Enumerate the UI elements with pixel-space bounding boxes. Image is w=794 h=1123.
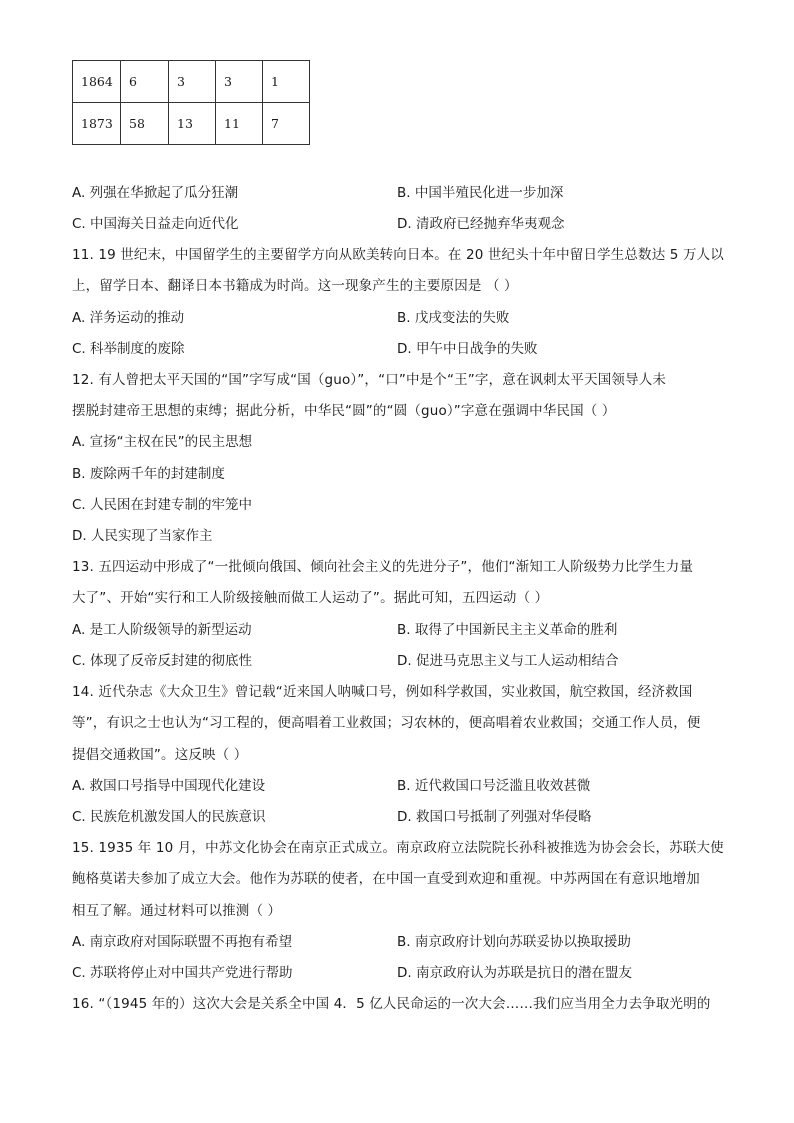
table-row [73,103,310,145]
q12-option-d: D. 人民实现了当家作主 [72,528,213,544]
table-cell: 3 [169,61,216,103]
q11-stem-line-1: 11. 19 世纪末，中国留学生的主要留学方向从欧美转向日本。在 20 世纪头十年中留日学生总数达 5 万人以 [72,247,724,263]
q11-option-b: B. 戊戌变法的失败 [397,310,510,326]
data-table [72,60,310,145]
q15-option-c: C. 苏联将停止对中国共产党进行帮助 [72,965,293,981]
q16-stem-line-1: 16. “（1945 年的）这次大会是关系全中国 4．5 亿人民命运的一次大会……我们应当用全力去争取光明的 [72,996,711,1012]
q12-option-b: B. 废除两千年的封建制度 [72,466,225,482]
q12-option-c: C. 人民困在封建专制的牢笼中 [72,497,253,513]
q10-option-d: D. 清政府已经抛弃华夷观念 [397,216,565,232]
table-cell: 1873 [73,103,121,145]
q12-stem-line-1: 12. 有人曾把太平天国的“国”字写成“国（guo）”，“口”中是个“王”字，意在讽刺太平天国领导人未 [72,372,666,388]
q11-option-c: C. 科举制度的废除 [72,341,185,357]
q15-stem-line-2: 鲍格莫诺夫参加了成立大会。他作为苏联的使者，在中国一直受到欢迎和重视。中苏两国在有意识地增加 [72,871,700,887]
q14-option-a: A. 救国口号指导中国现代化建设 [72,778,266,794]
q12-option-a: A. 宣扬“主权在民”的民主思想 [72,434,253,450]
q11-stem-line-2: 上，留学日本、翻译日本书籍成为时尚。这一现象产生的主要原因是 （ ） [72,278,518,294]
q10-option-a: A. 列强在华掀起了瓜分狂潮 [72,185,239,201]
table-cell: 1864 [73,61,121,103]
table-cell: 6 [121,61,169,103]
q14-stem-line-2: 等”，有识之士也认为“习工程的，便高唱着工业救国；习农林的，便高唱着农业救国；交通工作人员，便 [72,715,701,731]
q10-option-c: C. 中国海关日益走向近代化 [72,216,239,232]
q11-option-a: A. 洋务运动的推动 [72,310,185,326]
q13-option-b: B. 取得了中国新民主主义革命的胜利 [397,622,618,638]
table-cell: 1 [263,61,310,103]
q15-stem-line-3: 相互了解。通过材料可以推测（ ） [72,903,282,919]
q13-stem-line-2: 大了”、开始“实行和工人阶级接触而做工人运动了”。据此可知，五四运动（ ） [72,590,549,606]
q11-option-d: D. 甲午中日战争的失败 [397,341,538,357]
q10-option-b: B. 中国半殖民化进一步加深 [397,185,564,201]
table-cell: 58 [121,103,169,145]
q14-option-d: D. 救国口号抵制了列强对华侵略 [397,809,592,825]
table-cell: 7 [263,103,310,145]
q13-option-d: D. 促进马克思主义与工人运动相结合 [397,653,619,669]
q15-option-a: A. 南京政府对国际联盟不再抱有希望 [72,934,293,950]
q14-option-c: C. 民族危机激发国人的民族意识 [72,809,266,825]
table-cell: 3 [216,61,263,103]
q14-stem-line-1: 14. 近代杂志《大众卫生》曾记载“近来国人呐喊口号，例如科学救国，实业救国，航空救国，经济救国 [72,684,693,700]
q12-stem-line-2: 摆脱封建帝王思想的束缚；据此分析，中华民“圆”的“圆（guo）”字意在强调中华民国（ ） [72,403,616,419]
q15-option-d: D. 南京政府认为苏联是抗日的潜在盟友 [397,965,632,981]
q13-stem-line-1: 13. 五四运动中形成了“一批倾向俄国、倾向社会主义的先进分子”，他们“渐知工人阶级势力比学生力量 [72,559,694,575]
table-cell: 13 [169,103,216,145]
q14-option-b: B. 近代救国口号泛滥且收效甚微 [397,778,591,794]
q14-stem-line-3: 提倡交通救国”。这反映（ ） [72,747,248,763]
q13-option-a: A. 是工人阶级领导的新型运动 [72,622,252,638]
q15-option-b: B. 南京政府计划向苏联妥协以换取援助 [397,934,631,950]
table-row [73,61,310,103]
table-cell: 11 [216,103,263,145]
q15-stem-line-1: 15. 1935 年 10 月，中苏文化协会在南京正式成立。南京政府立法院院长孙科被推选为协会会长，苏联大使 [72,840,724,856]
q13-option-c: C. 体现了反帝反封建的彻底性 [72,653,253,669]
